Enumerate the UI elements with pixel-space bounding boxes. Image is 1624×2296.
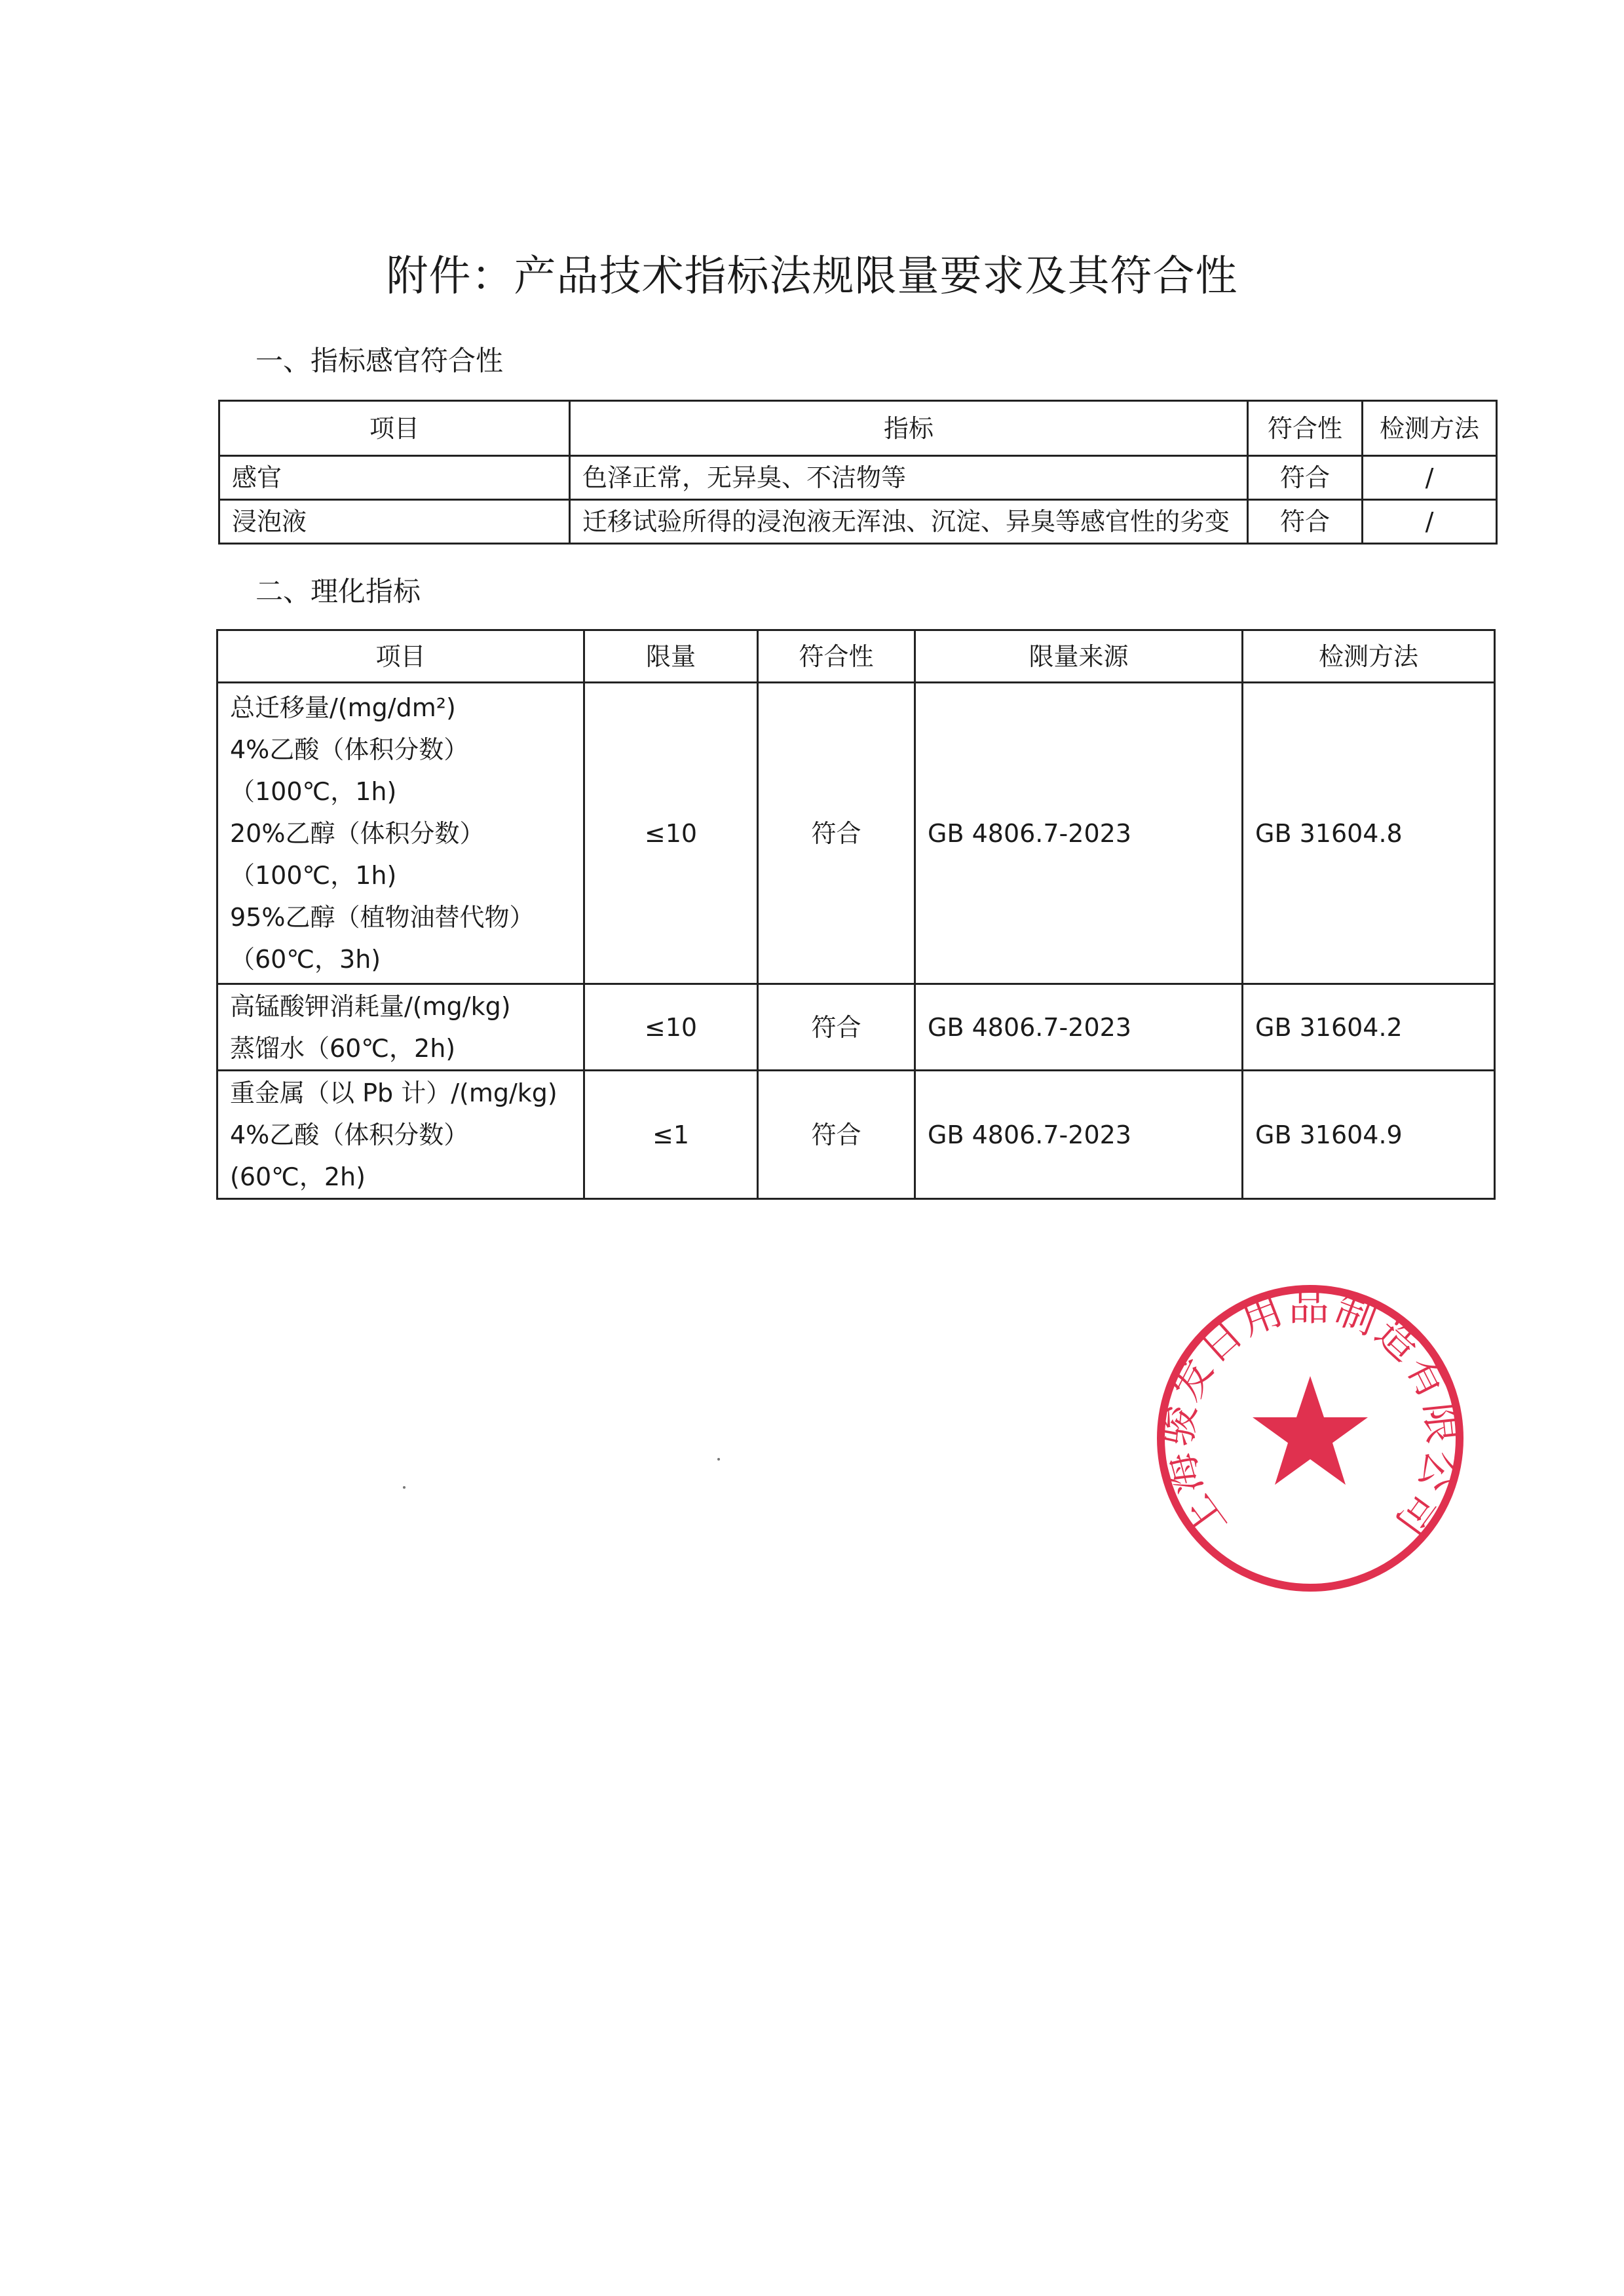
item-line: 重金属（以 Pb 计）/(mg/kg) — [230, 1078, 557, 1107]
row-method: GB 31604.2 — [1243, 984, 1495, 1071]
item-line: 20%乙醇（体积分数） — [230, 818, 485, 848]
table-row — [217, 1071, 1495, 1199]
header-conformity: 符合性 — [758, 630, 915, 683]
table-row — [219, 456, 1497, 500]
section1-heading: 一、指标感官符合性 — [255, 345, 504, 377]
row-conformity: 符合 — [1248, 500, 1363, 544]
section2-heading: 二、理化指标 — [255, 575, 421, 607]
row-method: / — [1363, 456, 1497, 500]
table-row — [217, 984, 1495, 1071]
row-method: GB 31604.9 — [1243, 1071, 1495, 1199]
header-item: 项目 — [219, 401, 570, 456]
row-item — [217, 683, 584, 984]
row-source: GB 4806.7-2023 — [915, 683, 1243, 984]
item-line: （60℃，3h) — [230, 944, 381, 974]
header-source: 限量来源 — [915, 630, 1243, 683]
sensory-table — [218, 400, 1498, 545]
item-line: (60℃，2h) — [230, 1162, 366, 1191]
row-limit: ≤1 — [584, 1071, 758, 1199]
header-conformity: 符合性 — [1248, 401, 1363, 456]
item-line: 总迁移量/(mg/dm²) — [230, 693, 456, 722]
item-line: （100℃，1h) — [230, 776, 397, 806]
item-line: 4%乙酸（体积分数） — [230, 1120, 469, 1149]
item-line: 高锰酸钾消耗量/(mg/kg) — [230, 991, 511, 1021]
row-item — [217, 1071, 584, 1199]
row-conformity: 符合 — [758, 683, 915, 984]
row-source: GB 4806.7-2023 — [915, 984, 1243, 1071]
item-line: 蒸馏水（60℃，2h) — [230, 1033, 456, 1063]
header-method: 检测方法 — [1243, 630, 1495, 683]
item-line: （100℃，1h) — [230, 860, 397, 890]
row-item — [217, 984, 584, 1071]
row-source: GB 4806.7-2023 — [915, 1071, 1243, 1199]
row-conformity: 符合 — [758, 1071, 915, 1199]
seal-text: 上海骏发日用品制造有限公司 — [1152, 1282, 1468, 1548]
row-limit: ≤10 — [584, 683, 758, 984]
item-line: 95%乙醇（植物油替代物） — [230, 902, 535, 932]
header-indicator: 指标 — [570, 401, 1248, 456]
page-title: 附件：产品技术指标法规限量要求及其符合性 — [386, 252, 1238, 301]
header-item: 项目 — [217, 630, 584, 683]
table-row — [219, 500, 1497, 544]
header-method: 检测方法 — [1363, 401, 1497, 456]
row-indicator: 色泽正常，无异臭、不洁物等 — [570, 456, 1248, 500]
row-method: GB 31604.8 — [1243, 683, 1495, 984]
star-icon — [1253, 1376, 1368, 1485]
header-limit: 限量 — [584, 630, 758, 683]
row-method: / — [1363, 500, 1497, 544]
row-item: 浸泡液 — [219, 500, 570, 544]
physicochemical-table — [216, 629, 1496, 1200]
scan-speck — [403, 1486, 406, 1489]
row-conformity: 符合 — [1248, 456, 1363, 500]
row-indicator: 迁移试验所得的浸泡液无浑浊、沉淀、异臭等感官性的劣变 — [570, 500, 1248, 544]
item-line: 4%乙酸（体积分数） — [230, 735, 469, 764]
table-row — [217, 683, 1495, 984]
row-limit: ≤10 — [584, 984, 758, 1071]
scan-speck — [717, 1458, 720, 1461]
table-header-row — [217, 630, 1495, 683]
table-header-row — [219, 401, 1497, 456]
row-conformity: 符合 — [758, 984, 915, 1071]
row-item: 感官 — [219, 456, 570, 500]
company-seal — [1150, 1278, 1471, 1599]
